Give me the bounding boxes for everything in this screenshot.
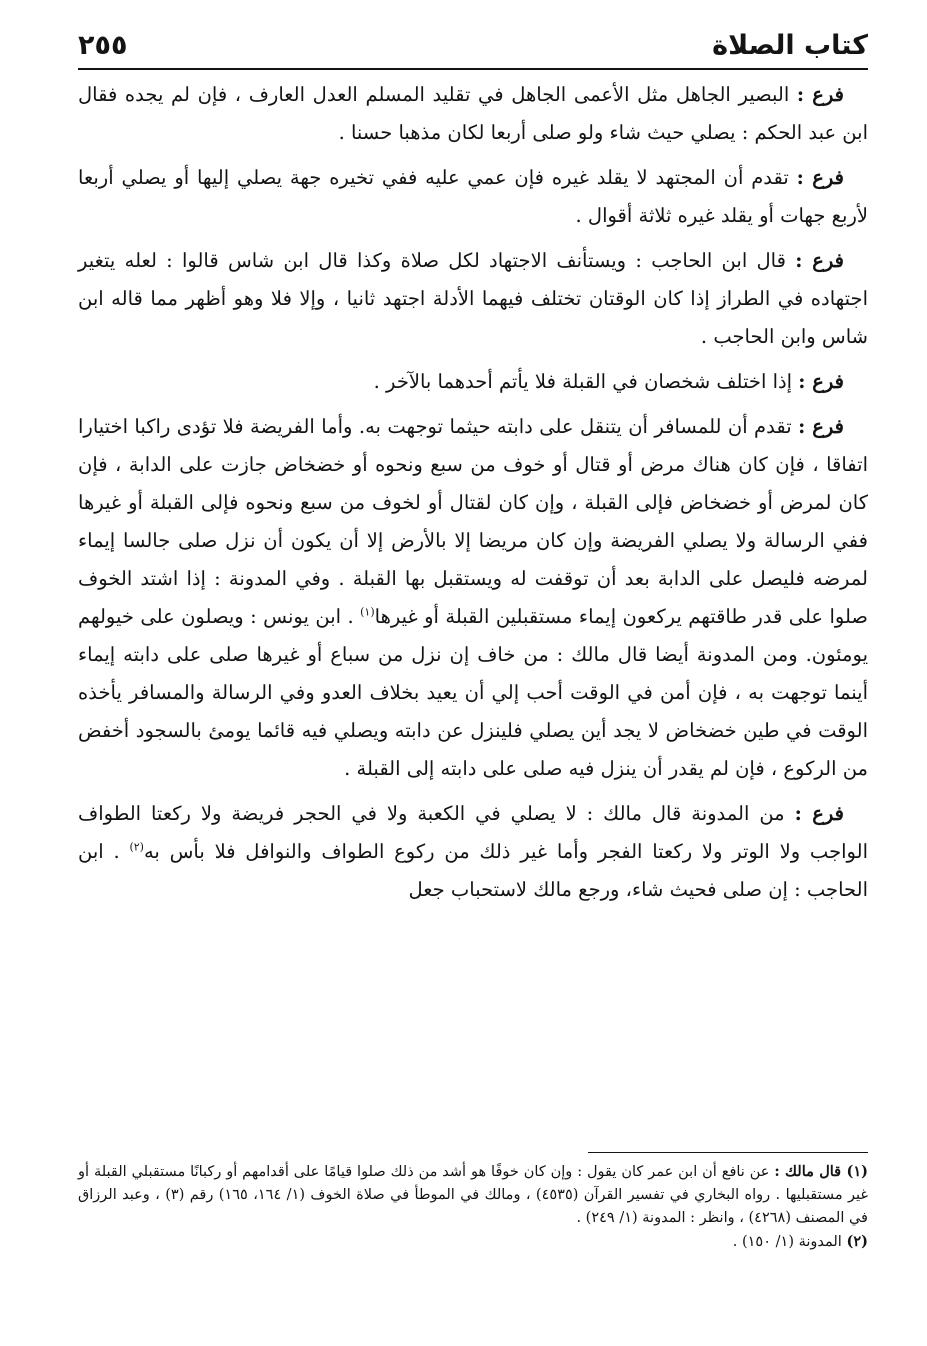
footnote-text: عن نافع أن ابن عمر كان يقول : وإن كان خوفًا هو أشد من ذلك صلوا قيامًا على أقدامهم أو ركبانًا مستقبلي القبلة أو غير مستقبليها . رواه البخاري في تفسير القرآن (٤٥٣٥) ، ومالك في الموطأ في صلاة الخوف (١/ ١٦٤، ١٦٥) رقم (٣) ، وعبد الرزاق في المصنف (٤٢٦٨) ، وانظر : المدونة (١/ ٢٤٩) . [78, 1164, 868, 1226]
paragraph-text: البصير الجاهل مثل الأعمى الجاهل في تقليد المسلم العدل العارف ، فإن لم يجده فقال ابن عبد الحكم : يصلي حيث شاء ولو صلى أربعا لكان مذهبا حسنا . [78, 83, 868, 144]
footnote-label: (١) قال مالك : [774, 1163, 868, 1180]
branch-marker: فرع : [798, 415, 845, 438]
branch-marker: فرع : [798, 370, 844, 393]
paragraph-text: تقدم أن للمسافر أن يتنقل على دابته حيثما توجهت به. وأما الفريضة فلا تؤدى راكبا اختيارا اتفاقا ، فإن كان هناك مرض أو قتال أو خوف من سبع ونحوه أو خضخاض جازت على الدابة ، فإن كان لمرض أو خضخاض فإلى القبلة ، وإن كان لقتال أو لخوف من سبع ونحوه فإلى القبلة أو غيرها ففي الرسالة ولا يصلي الفريضة وإن كان مريضا إلا بالأرض إلا أن يكون أن نزل صلى جالسا إيماء لمرضه فليصل على الدابة بعد أن توقفت له ويستقبل بها القبلة . وفي المدونة : إذا اشتد الخوف صلوا على قدر طاقتهم يركعون إيماء مستقبلين القبلة أو غيرها [78, 415, 868, 628]
paragraph-text: من المدونة قال مالك : لا يصلي في الكعبة ولا في الحجر فريضة ولا ركعتا الطواف الواجب ولا الوتر ولا ركعتا الفجر وأما غير ذلك من ركوع الطواف والنوافل فلا بأس به [78, 802, 868, 863]
paragraph [78, 159, 868, 235]
branch-marker: فرع : [796, 83, 845, 106]
page-header [78, 28, 868, 70]
page-body [78, 76, 868, 909]
branch-marker: فرع : [794, 802, 844, 825]
footnote-divider [588, 1152, 868, 1153]
paragraph [78, 242, 868, 356]
footnote [78, 1160, 868, 1230]
footnotes [78, 1160, 868, 1254]
branch-marker: فرع : [795, 249, 844, 272]
footnote-label: (٢) [846, 1233, 868, 1250]
footnote-reference[interactable]: (٢) [129, 840, 144, 854]
paragraph [78, 76, 868, 152]
paragraph-text: إذا اختلف شخصان في القبلة فلا يأتم أحدهما بالآخر . [373, 370, 799, 393]
paragraph-text: تقدم أن المجتهد لا يقلد غيره فإن عمي عليه ففي تخيره جهة يصلي إليها أو يصلي أربعا لأربع جهات أو يقلد غيره ثلاثة أقوال . [78, 166, 868, 227]
running-title: كتاب الصلاة [712, 30, 868, 61]
paragraph-text: قال ابن الحاجب : ويستأنف الاجتهاد لكل صلاة وكذا قال ابن شاس قالوا : لعله يتغير اجتهاده في الطراز إذا كان الوقتان تختلف فيهما الأدلة اجتهد ثانيا ، وإلا فلا وهو أظهر مما قاله ابن شاس وابن الحاجب . [78, 249, 868, 348]
footnote-reference[interactable]: (١) [360, 605, 375, 619]
paragraph-text: . ابن الحاجب : إن صلى فحيث شاء، ورجع مالك لاستحباب جعل [78, 840, 868, 901]
page-number: ٢٥٥ [78, 30, 128, 61]
book-page [78, 28, 868, 1318]
paragraph [78, 363, 868, 401]
branch-marker: فرع : [796, 166, 844, 189]
footnote [78, 1230, 868, 1254]
paragraph [78, 408, 868, 788]
footnote-text: المدونة (١/ ١٥٠) . [732, 1234, 847, 1250]
paragraph [78, 795, 868, 909]
paragraph-text: . ابن يونس : ويصلون على خيولهم يومئون. ومن المدونة أيضا قال مالك : من خاف إن نزل من سباع أو غيرها صلى على دابته إيماء أينما توجهت به ، فإن أمن في الوقت أحب إلي أن يعيد بخلاف العدو وفي الرسالة والمسافر يأخذه الوقت في طين خضخاض لا يجد أين يصلي فلينزل عن دابته ويصلي فيه قائما يومئ بالسجود أخفض من الركوع ، فإن لم يقدر أن ينزل فيه صلى على دابته إلى القبلة . [78, 605, 868, 780]
